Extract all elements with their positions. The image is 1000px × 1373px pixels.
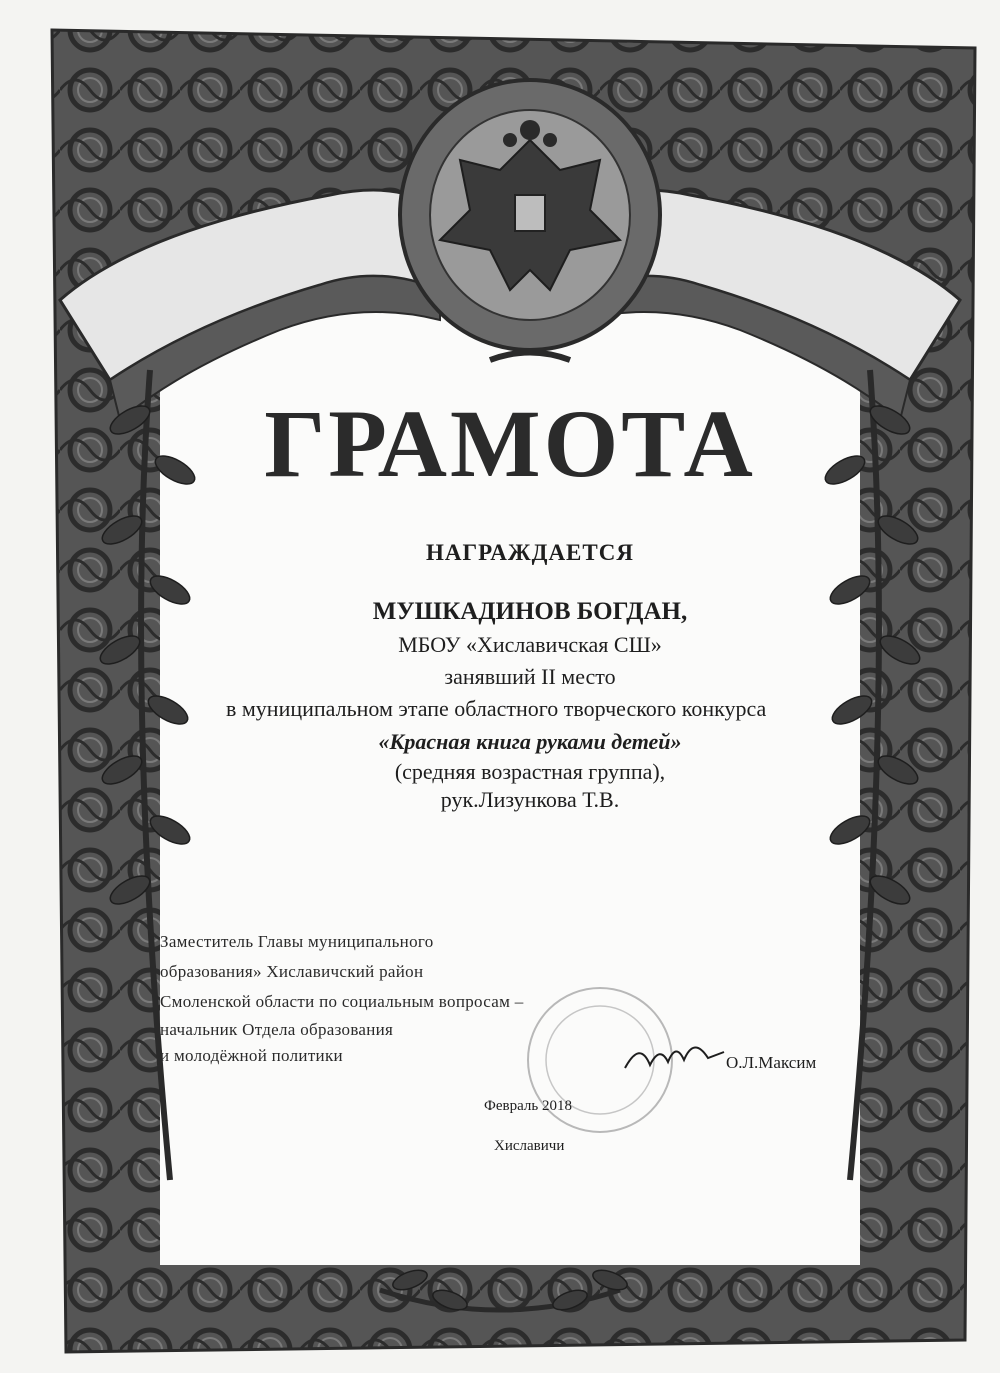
signer-name: О.Л.Максим [726,1053,817,1072]
signer-title-line: образования» Хиславичский район [160,962,424,981]
contest-name: «Красная книга руками детей» [378,729,682,754]
signer-title-line: и молодёжной политики [160,1046,343,1065]
event-text: в муниципальном этапе областного творческого конкурса [226,696,767,721]
issue-city: Хиславичи [494,1138,565,1154]
certificate-title: ГРАМОТА [264,390,756,497]
awarded-label: НАГРАЖДАЕТСЯ [426,540,634,565]
issue-date: Февраль 2018 [484,1098,572,1114]
signer-title-line: начальник Отдела образования [160,1020,394,1039]
signer-title-line: Заместитель Главы муниципального [160,932,434,951]
age-group: (средняя возрастная группа), [394,759,666,784]
recipient-name: МУШКАДИНОВ БОГДАН, [372,598,688,625]
supervisor-name: рук.Лизункова Т.В. [440,787,620,812]
place-text: занявший II место [444,664,616,689]
school-name: МБОУ «Хиславичская СШ» [398,632,662,657]
signer-title-line: Смоленской области по социальным вопросам – [160,992,524,1011]
